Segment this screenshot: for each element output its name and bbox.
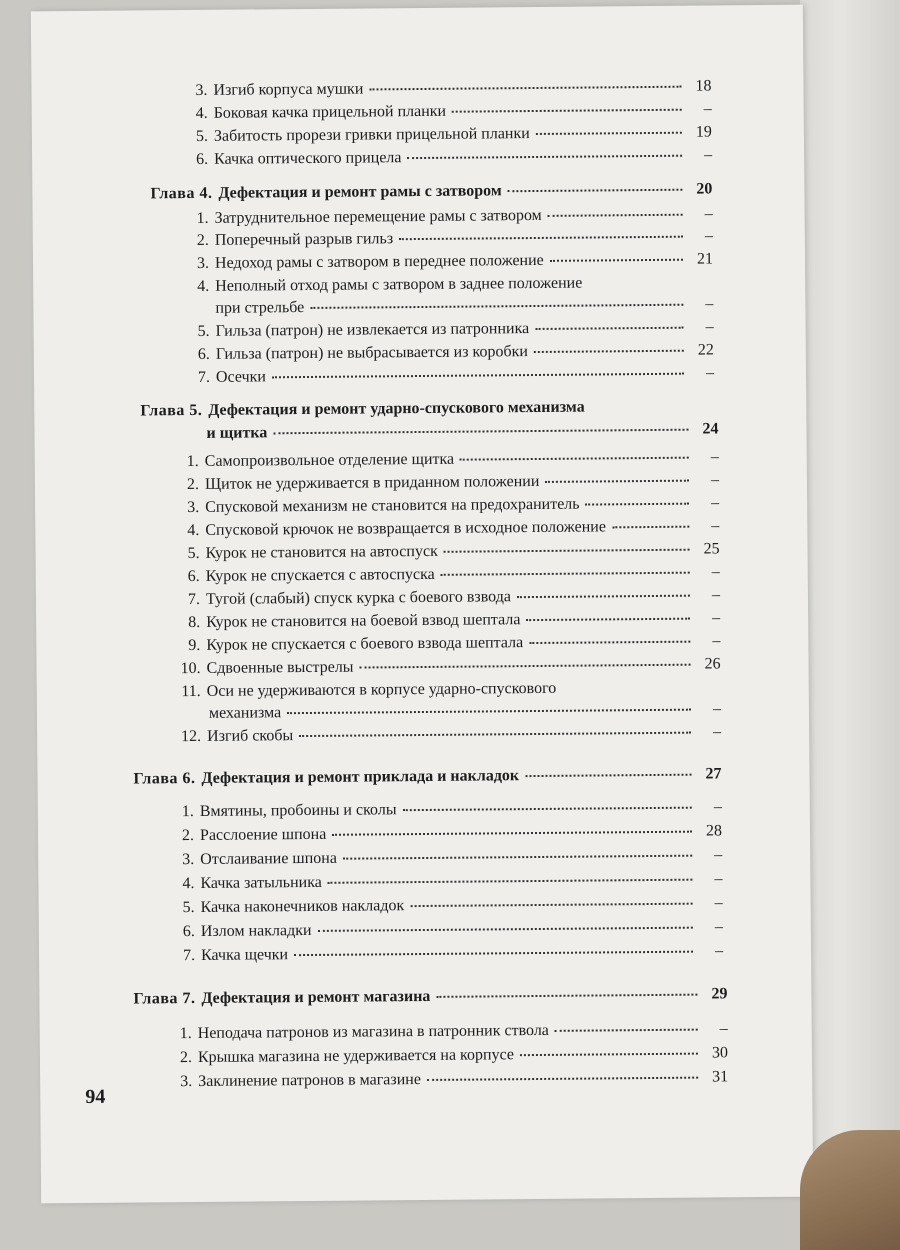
toc-entry (173, 540, 719, 563)
toc-entry (173, 448, 719, 471)
page-number: 94 (85, 1085, 106, 1108)
entry-number: 3. (187, 498, 200, 517)
entry-title: Излом накладки (200, 921, 312, 940)
entry-title: Гильза (патрон) не извлекается из патронника (215, 320, 530, 340)
entry-page: – (714, 846, 723, 864)
entry-page: – (719, 1020, 728, 1038)
entry-page: 24 (702, 420, 719, 438)
dot-leader (360, 664, 691, 669)
dot-leader (517, 595, 690, 599)
entry-number: 5. (182, 898, 195, 917)
chapter-label: Глава 6. (133, 769, 196, 788)
chapter-label: Глава 7. (133, 989, 196, 1008)
entry-title: Качка оптического прицела (214, 149, 402, 168)
entry-title: Курок не становится на боевой взвод шептала (206, 611, 521, 631)
dot-leader (548, 214, 683, 217)
dot-leader (318, 927, 693, 932)
chapter-label: Глава 4. (150, 184, 213, 203)
toc-entry (166, 1020, 728, 1043)
entry-number: 3. (196, 254, 210, 272)
dot-leader (525, 774, 691, 777)
entry-page: – (710, 471, 720, 489)
entry-title: Крышка магазина не удерживается на корпусе (197, 1046, 515, 1066)
toc-entry (183, 227, 713, 250)
toc-entry (173, 517, 719, 540)
toc-entry (174, 586, 720, 609)
entry-title: Отслаивание шпона (200, 849, 338, 868)
entry-number: 10. (180, 659, 201, 678)
entry-page: – (714, 942, 724, 960)
entry-number: 7. (187, 590, 201, 609)
chapter-title: Дефектация и ремонт ударно-спускового механизма (208, 398, 585, 419)
toc-entry (173, 494, 719, 517)
entry-page: – (704, 146, 713, 164)
entry-page: 18 (695, 77, 712, 95)
entry-title: Тугой (слабый) спуск курка с боевого взвода (205, 588, 511, 608)
dot-leader (299, 732, 691, 737)
toc-entry (183, 250, 713, 273)
entry-title: Качка затыльника (200, 873, 322, 892)
chapter-heading (133, 985, 727, 1008)
toc-entry (173, 471, 719, 494)
toc-entry (169, 894, 723, 917)
chapter-title: Дефектация и ремонт приклада и накладок (201, 767, 520, 787)
dot-leader (427, 1077, 698, 1081)
chapter-title: Дефектация и ремонт рамы с затвором (218, 182, 502, 202)
entry-number: 4. (187, 521, 200, 540)
chapter-title-continued: и щитка (206, 424, 268, 442)
entry-title: Боковая качка прицельной планки (213, 102, 447, 122)
entry-number: 2. (181, 826, 195, 845)
entry-number: 6. (182, 922, 195, 941)
toc-entry (183, 205, 713, 228)
entry-number: 1. (181, 802, 194, 821)
entry-title: Сдвоенные выстрелы (206, 658, 354, 677)
entry-number: 6. (196, 150, 209, 168)
entry-page: – (713, 798, 722, 816)
entry-title: Недоход рамы с затвором в переднее положение (214, 251, 544, 272)
toc-entry (167, 723, 721, 746)
entry-title: Курок не спускается с боевого взвода шептала (206, 634, 524, 654)
chapter-heading (133, 765, 721, 788)
entry-page: – (711, 517, 720, 535)
dot-leader (399, 236, 683, 240)
dot-leader (441, 572, 690, 576)
toc-entry (169, 918, 723, 941)
entry-page: – (710, 448, 719, 466)
entry-number: 8. (188, 613, 201, 632)
entry-number: 12. (181, 727, 202, 746)
dot-leader (436, 994, 697, 998)
chapter-heading (140, 397, 714, 420)
entry-page: 29 (711, 985, 728, 1003)
toc-entry (166, 1068, 728, 1091)
entry-title: Затруднительное перемещение рамы с затвором (214, 206, 542, 227)
toc-entry (168, 822, 722, 845)
entry-number: 2. (186, 475, 200, 494)
toc-entry (168, 870, 722, 893)
entry-number: 9. (188, 636, 201, 655)
dot-leader (460, 457, 689, 461)
toc-entry (166, 655, 720, 678)
entry-page: 27 (705, 765, 722, 783)
toc-entry (174, 609, 720, 632)
dot-leader (508, 189, 683, 193)
toc-entry (169, 942, 723, 965)
entry-page: – (711, 563, 720, 581)
dot-leader (529, 641, 690, 644)
entry-number: 7. (197, 368, 211, 386)
chapter-title: Дефектация и ремонт магазина (201, 987, 431, 1007)
entry-page: – (704, 227, 713, 245)
entry-number: 1. (179, 1025, 192, 1043)
entry-title: Осечки (215, 368, 267, 386)
chapter-heading (150, 180, 712, 203)
entry-title: Забитость прорези гривки прицельной планки (213, 125, 530, 145)
entry-page: – (714, 894, 723, 912)
dot-leader (369, 86, 681, 91)
dot-leader (294, 951, 693, 956)
entry-title: Качка наконечников накладок (200, 897, 405, 916)
entry-title: Гильза (патрон) не выбрасывается из коробки (215, 343, 529, 363)
dot-leader (343, 855, 692, 860)
dot-leader (535, 327, 683, 330)
dot-leader (612, 526, 689, 529)
toc-entry (168, 798, 722, 821)
dot-leader (555, 1029, 698, 1032)
entry-number: 7. (182, 946, 196, 965)
entry-number: 4. (197, 277, 210, 295)
entry-title: Самопроизвольное отделение щитка (204, 450, 455, 470)
entry-title: Качка щечки (200, 946, 289, 964)
entry-page: 22 (697, 341, 714, 359)
dot-leader (410, 903, 692, 907)
dot-leader (273, 429, 688, 435)
entry-page: – (711, 586, 721, 604)
dot-leader (526, 618, 690, 621)
entry-title: Щиток не удерживается в приданном положении (204, 472, 540, 493)
dot-leader (452, 109, 682, 113)
dot-leader (534, 350, 684, 353)
toc-entry (168, 846, 722, 869)
entry-page: 20 (696, 180, 713, 198)
toc-entry-continuation (215, 295, 713, 317)
entry-page: – (703, 100, 712, 118)
dot-leader (407, 155, 682, 159)
toc-entry (182, 123, 712, 146)
dot-leader (586, 503, 690, 506)
entry-title: Оси не удерживаются в корпусе ударно-спускового (206, 679, 557, 700)
dot-leader (403, 807, 692, 812)
entry-number: 3. (195, 81, 208, 99)
entry-number: 5. (195, 127, 208, 145)
toc-entry (183, 273, 713, 296)
entry-title: Изгиб корпуса мушки (213, 80, 364, 99)
entry-title-continued: механизма (208, 704, 282, 722)
toc-entry (184, 318, 714, 341)
entry-page: 28 (705, 822, 723, 840)
entry-title: Заклинение патронов в магазине (198, 1071, 421, 1090)
entry-title: Неподача патронов из магазина в патронник ствола (197, 1021, 549, 1042)
dot-leader (536, 132, 682, 135)
dot-leader (272, 373, 684, 379)
entry-number: 6. (197, 345, 210, 363)
dot-leader (332, 831, 692, 836)
entry-page: – (705, 318, 714, 336)
entry-title: Поперечный разрыв гильз (214, 230, 394, 249)
entry-title: Неполный отход рамы с затвором в заднее положение (215, 274, 583, 295)
entry-page: 21 (696, 250, 714, 268)
toc-entry (174, 563, 720, 586)
entry-page: 19 (695, 123, 712, 141)
entry-title: Курок не спускается с автоспуска (205, 565, 435, 585)
entry-page: – (705, 295, 714, 313)
chapter-label: Глава 5. (140, 401, 203, 420)
entry-number: 5. (187, 544, 200, 563)
entry-page: – (713, 723, 722, 741)
entry-number: 1. (196, 209, 209, 227)
dot-leader (287, 709, 691, 715)
entry-page: – (712, 700, 722, 718)
entry-page: 26 (704, 655, 721, 673)
entry-title: Спусковой крючок не возвращается в исходное положение (205, 518, 606, 539)
entry-page: – (712, 632, 721, 650)
entry-title: Расслоение шпона (199, 825, 327, 844)
entry-number: 3. (180, 1073, 193, 1091)
entry-page: 30 (711, 1044, 729, 1062)
dot-leader (520, 1053, 698, 1057)
entry-number: 4. (182, 874, 195, 893)
toc-entry (181, 77, 711, 100)
toc-entry (166, 1044, 728, 1067)
dot-leader (444, 549, 690, 553)
entry-page: – (712, 609, 721, 627)
entry-page: – (711, 494, 720, 512)
entry-page: – (714, 870, 723, 888)
toc-entry (184, 341, 714, 364)
toc-entry (174, 632, 720, 655)
entry-title: Курок не становится на автоспуск (205, 542, 438, 562)
entry-page: – (705, 364, 715, 382)
entry-page: 31 (712, 1068, 729, 1086)
entry-number: 1. (186, 452, 199, 471)
entry-title-continued: при стрельбе (215, 299, 305, 317)
book-page (31, 5, 813, 1204)
entry-title: Вмятины, пробоины и сколы (199, 801, 397, 820)
toc-entry-continuation (209, 700, 721, 722)
entry-number: 2. (179, 1049, 193, 1067)
dot-leader (328, 879, 693, 884)
entry-title: Изгиб скобы (207, 727, 294, 745)
chapter-heading-continuation (206, 420, 718, 442)
toc-entry (182, 146, 712, 169)
toc-entry (184, 364, 714, 387)
entry-number: 4. (195, 104, 208, 122)
background-surface (800, 0, 900, 1200)
entry-number: 6. (187, 567, 200, 586)
entry-number: 5. (197, 322, 210, 340)
entry-title: Спусковой механизм не становится на предохранитель (205, 495, 580, 516)
entry-number: 3. (182, 850, 195, 869)
dot-leader (310, 304, 683, 309)
entry-page: – (704, 205, 713, 223)
entry-page: – (714, 918, 723, 936)
toc-entry (182, 100, 712, 123)
entry-number: 2. (196, 231, 209, 249)
entry-page: 25 (703, 540, 720, 558)
dot-leader (550, 259, 683, 262)
dot-leader (545, 480, 689, 483)
entry-number: 11. (181, 682, 201, 701)
toc-entry (167, 678, 721, 701)
